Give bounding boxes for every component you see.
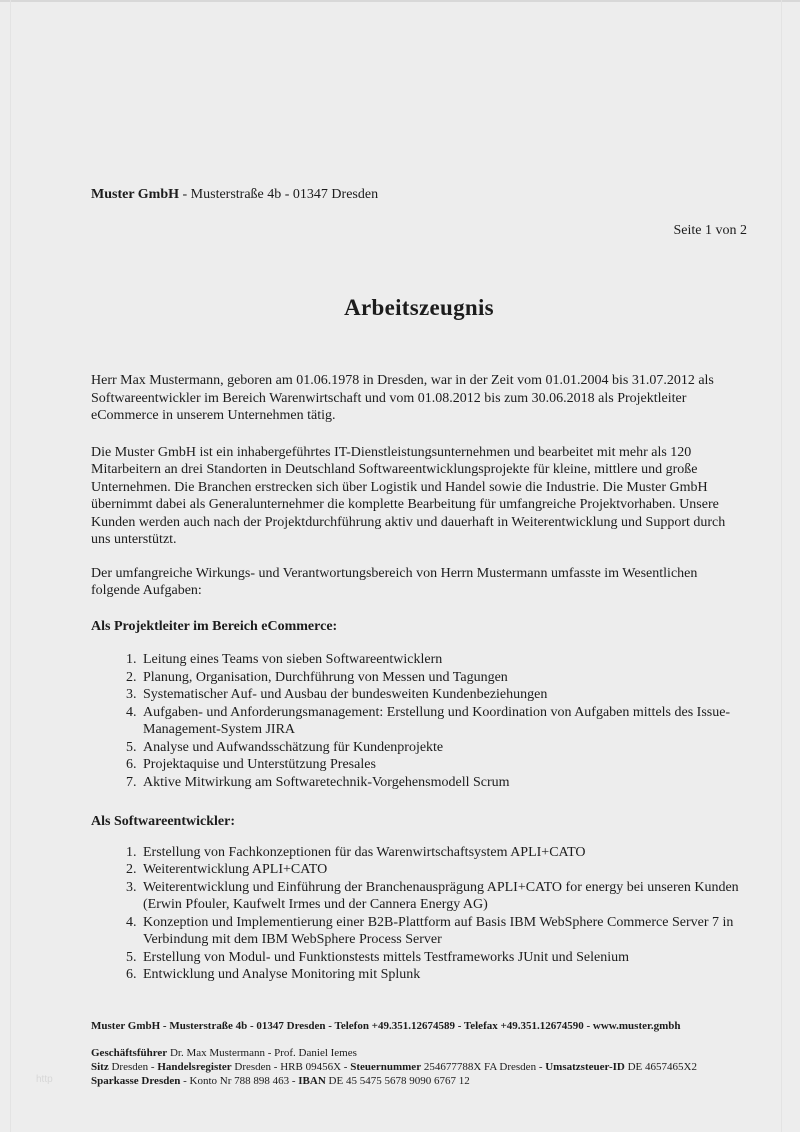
bank-name-label: Sparkasse Dresden bbox=[91, 1075, 181, 1087]
iban-value: DE 45 5475 5678 9090 6767 12 bbox=[328, 1075, 470, 1087]
softwareentwickler-task-list bbox=[91, 844, 747, 984]
section-heading-projektleiter: Als Projektleiter im Bereich eCommerce: bbox=[91, 618, 338, 634]
handelsregister-value: Dresden - HRB 09456X - bbox=[234, 1061, 348, 1073]
list-item: 7. Aktive Mitwirkung am Softwaretechnik-Vorgehensmodell Scrum bbox=[140, 774, 747, 792]
footer-bank-line bbox=[91, 1074, 747, 1088]
list-item: 6. Projektaquise und Unterstützung Presales bbox=[140, 756, 747, 774]
projektleiter-task-list bbox=[91, 651, 747, 791]
company-description-paragraph: Die Muster GmbH ist ein inhabergeführtes IT-Dienstleistungsunternehmen und bearbeitet mit mehr als 120 Mitarbeitern an drei Standorten in Deutschland Softwareentwicklungsprojekte für kleine, mittlere und große Unternehmen. Die Branchen erstrecken sich über Logistik und Handel sowie die Industrie. Die Muster GmbH übernimmt dabei als Generalunternehmer die komplette Bearbeitung für umfangreiche Projektvorhaben. Unsere Kunden werden auch nach der Projektdurchführung aktiv und dauerhaft in Weiterentwicklung und Support durch uns unterstützt. bbox=[91, 444, 726, 547]
footer-contact-line: Muster GmbH - Musterstraße 4b - 01347 Dresden - Telefon +49.351.12674589 - Telefax +49.351.12674590 - www.muster.gmbh bbox=[91, 1020, 681, 1032]
steuernummer-label: Steuernummer bbox=[350, 1061, 422, 1073]
list-item: 3. Systematischer Auf- und Ausbau der bundesweiten Kundenbeziehungen bbox=[140, 686, 747, 704]
steuernummer-value: 254677788X FA Dresden - bbox=[423, 1061, 543, 1073]
scan-edge-right bbox=[781, 0, 782, 1132]
section-heading-softwareentwickler: Als Softwareentwickler: bbox=[91, 814, 235, 829]
scan-edge-left bbox=[10, 0, 11, 1132]
umsatzsteuer-id-label: Umsatzsteuer-ID bbox=[545, 1061, 625, 1073]
bank-account-value: - Konto Nr 788 898 463 - bbox=[183, 1075, 296, 1087]
list-item: 1. Leitung eines Teams von sieben Softwareentwicklern bbox=[140, 651, 747, 669]
document-page bbox=[91, 0, 747, 984]
sitz-label: Sitz bbox=[91, 1061, 109, 1073]
document-footer bbox=[91, 1020, 747, 1088]
sender-address-rest: - Musterstraße 4b - 01347 Dresden bbox=[179, 187, 379, 202]
iban-label: IBAN bbox=[298, 1075, 326, 1087]
document-title: Arbeitszeugnis bbox=[344, 295, 494, 320]
managing-director-label: Geschäftsführer bbox=[91, 1047, 168, 1059]
footer-managing-director-line bbox=[91, 1046, 747, 1060]
list-item: 3. Weiterentwicklung und Einführung der Branchenausprägung APLI+CATO for energy bei unseren Kunden (Erwin Pfouler, Kaufwelt Irmes und der Cannera Energy AG) bbox=[140, 879, 747, 914]
handelsregister-label: Handelsregister bbox=[157, 1061, 232, 1073]
list-item: 2. Planung, Organisation, Durchführung von Messen und Tagungen bbox=[140, 669, 747, 687]
sender-company-name: Muster GmbH bbox=[91, 187, 180, 202]
list-item: 6. Entwicklung und Analyse Monitoring mit Splunk bbox=[140, 966, 747, 984]
list-item: 2. Weiterentwicklung APLI+CATO bbox=[140, 861, 747, 879]
page-indicator: Seite 1 von 2 bbox=[673, 223, 747, 238]
list-item: 1. Erstellung von Fachkonzeptionen für das Warenwirtschaftsystem APLI+CATO bbox=[140, 844, 747, 862]
list-item: 4. Aufgaben- und Anforderungsmanagement: Erstellung und Koordination von Aufgaben mittels des Issue-Management-System JIRA bbox=[140, 704, 747, 739]
watermark: http bbox=[36, 1074, 53, 1085]
responsibilities-intro-paragraph: Der umfangreiche Wirkungs- und Verantwortungsbereich von Herrn Mustermann umfasste im Wesentlichen folgende Aufgaben: bbox=[91, 565, 698, 598]
intro-paragraph: Herr Max Mustermann, geboren am 01.06.1978 in Dresden, war in der Zeit vom 01.01.2004 bis 31.07.2012 als Softwareentwickler im Bereich Warenwirtschaft und vom 01.08.2012 bis zum 30.06.2018 als Projektleiter eCommerce in unserem Unternehmen tätig. bbox=[91, 373, 714, 423]
managing-director-value: Dr. Max Mustermann - Prof. Daniel Iemes bbox=[169, 1047, 357, 1059]
sender-address-line bbox=[91, 186, 747, 204]
umsatzsteuer-id-value: DE 4657465X2 bbox=[627, 1061, 697, 1073]
list-item: 5. Erstellung von Modul- und Funktionstests mittels Testframeworks JUnit und Selenium bbox=[140, 949, 747, 967]
sitz-value: Dresden - bbox=[111, 1061, 155, 1073]
footer-registration-line bbox=[91, 1060, 747, 1074]
list-item: 5. Analyse und Aufwandsschätzung für Kundenprojekte bbox=[140, 739, 747, 757]
list-item: 4. Konzeption und Implementierung einer B2B-Plattform auf Basis IBM WebSphere Commerce Server 7 in Verbindung mit dem IBM WebSphere Process Server bbox=[140, 914, 747, 949]
